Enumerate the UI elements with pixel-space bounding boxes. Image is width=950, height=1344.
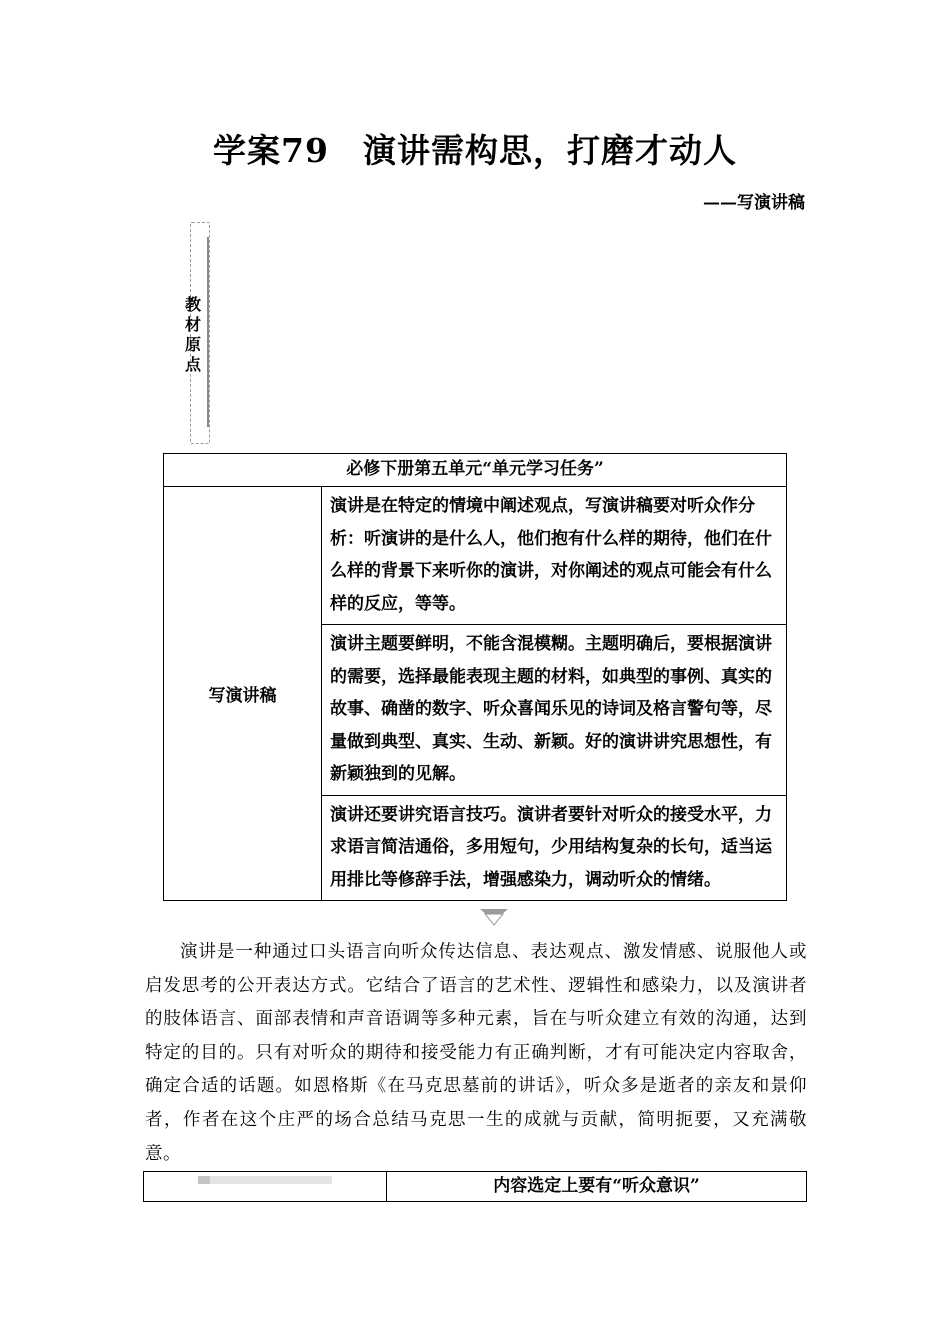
side-tag-label: 教材原点 [184,295,201,374]
scroll-handle[interactable] [198,1176,210,1184]
task-table-header-row [164,454,787,487]
bottom-table-left-cell [144,1172,387,1201]
bottom-table-heading: 内容选定上要有“听众意识” [493,1176,700,1196]
bottom-table [143,1171,807,1202]
task-table-header: 必修下册第五单元“单元学习任务” [164,454,787,487]
page-subtitle: ——写演讲稿 [703,193,805,213]
table-row [164,487,787,625]
task-item: 演讲主题要鲜明，不能含混模糊。主题明确后，要根据演讲的需要，选择最能表现主题的材料，如典型的事例、真实的故事、确凿的数字、听众喜闻乐见的诗词及格言警句等，尽量做到典型、真实、生动、新颖。好的演讲讲究思想性，有新颖独到的见解。 [322,625,787,796]
task-item: 演讲还要讲究语言技巧。演讲者要针对听众的接受水平，力求语言简洁通俗，多用短句，少用结构复杂的长句，适当运用排比等修辞手法，增强感染力，调动听众的情绪。 [322,795,787,901]
task-item: 演讲是在特定的情境中阐述观点，写演讲稿要对听众作分析：听演讲的是什么人，他们抱有什么样的期待，他们在什么样的背景下来听你的演讲，对你阐述的观点可能会有什么样的反应，等等。 [322,487,787,625]
side-tag-rule [207,237,209,427]
scroll-bar[interactable] [198,1176,332,1184]
body-paragraph: 演讲是一种通过口头语言向听众传达信息、表达观点、激发情感、说服他人或启发思考的公开表达方式。它结合了语言的艺术性、逻辑性和感染力，以及演讲者的肢体语言、面部表情和声音语调等多种元素，旨在与听众建立有效的沟通，达到特定的目的。只有对听众的期待和接受能力有正确判断，才有可能决定内容取舍，确定合适的话题。如恩格斯《在马克思墓前的讲话》，听众多是逝者的亲友和景仰者，作者在这个庄严的场合总结马克思一生的成就与贡献，简明扼要，又充满敬意。 [145,942,807,1164]
page-title: 学案79 演讲需构思，打磨才动人 [213,131,737,170]
task-row-label: 写演讲稿 [164,487,322,901]
chevron-down-icon [480,909,508,929]
task-table [163,453,787,901]
